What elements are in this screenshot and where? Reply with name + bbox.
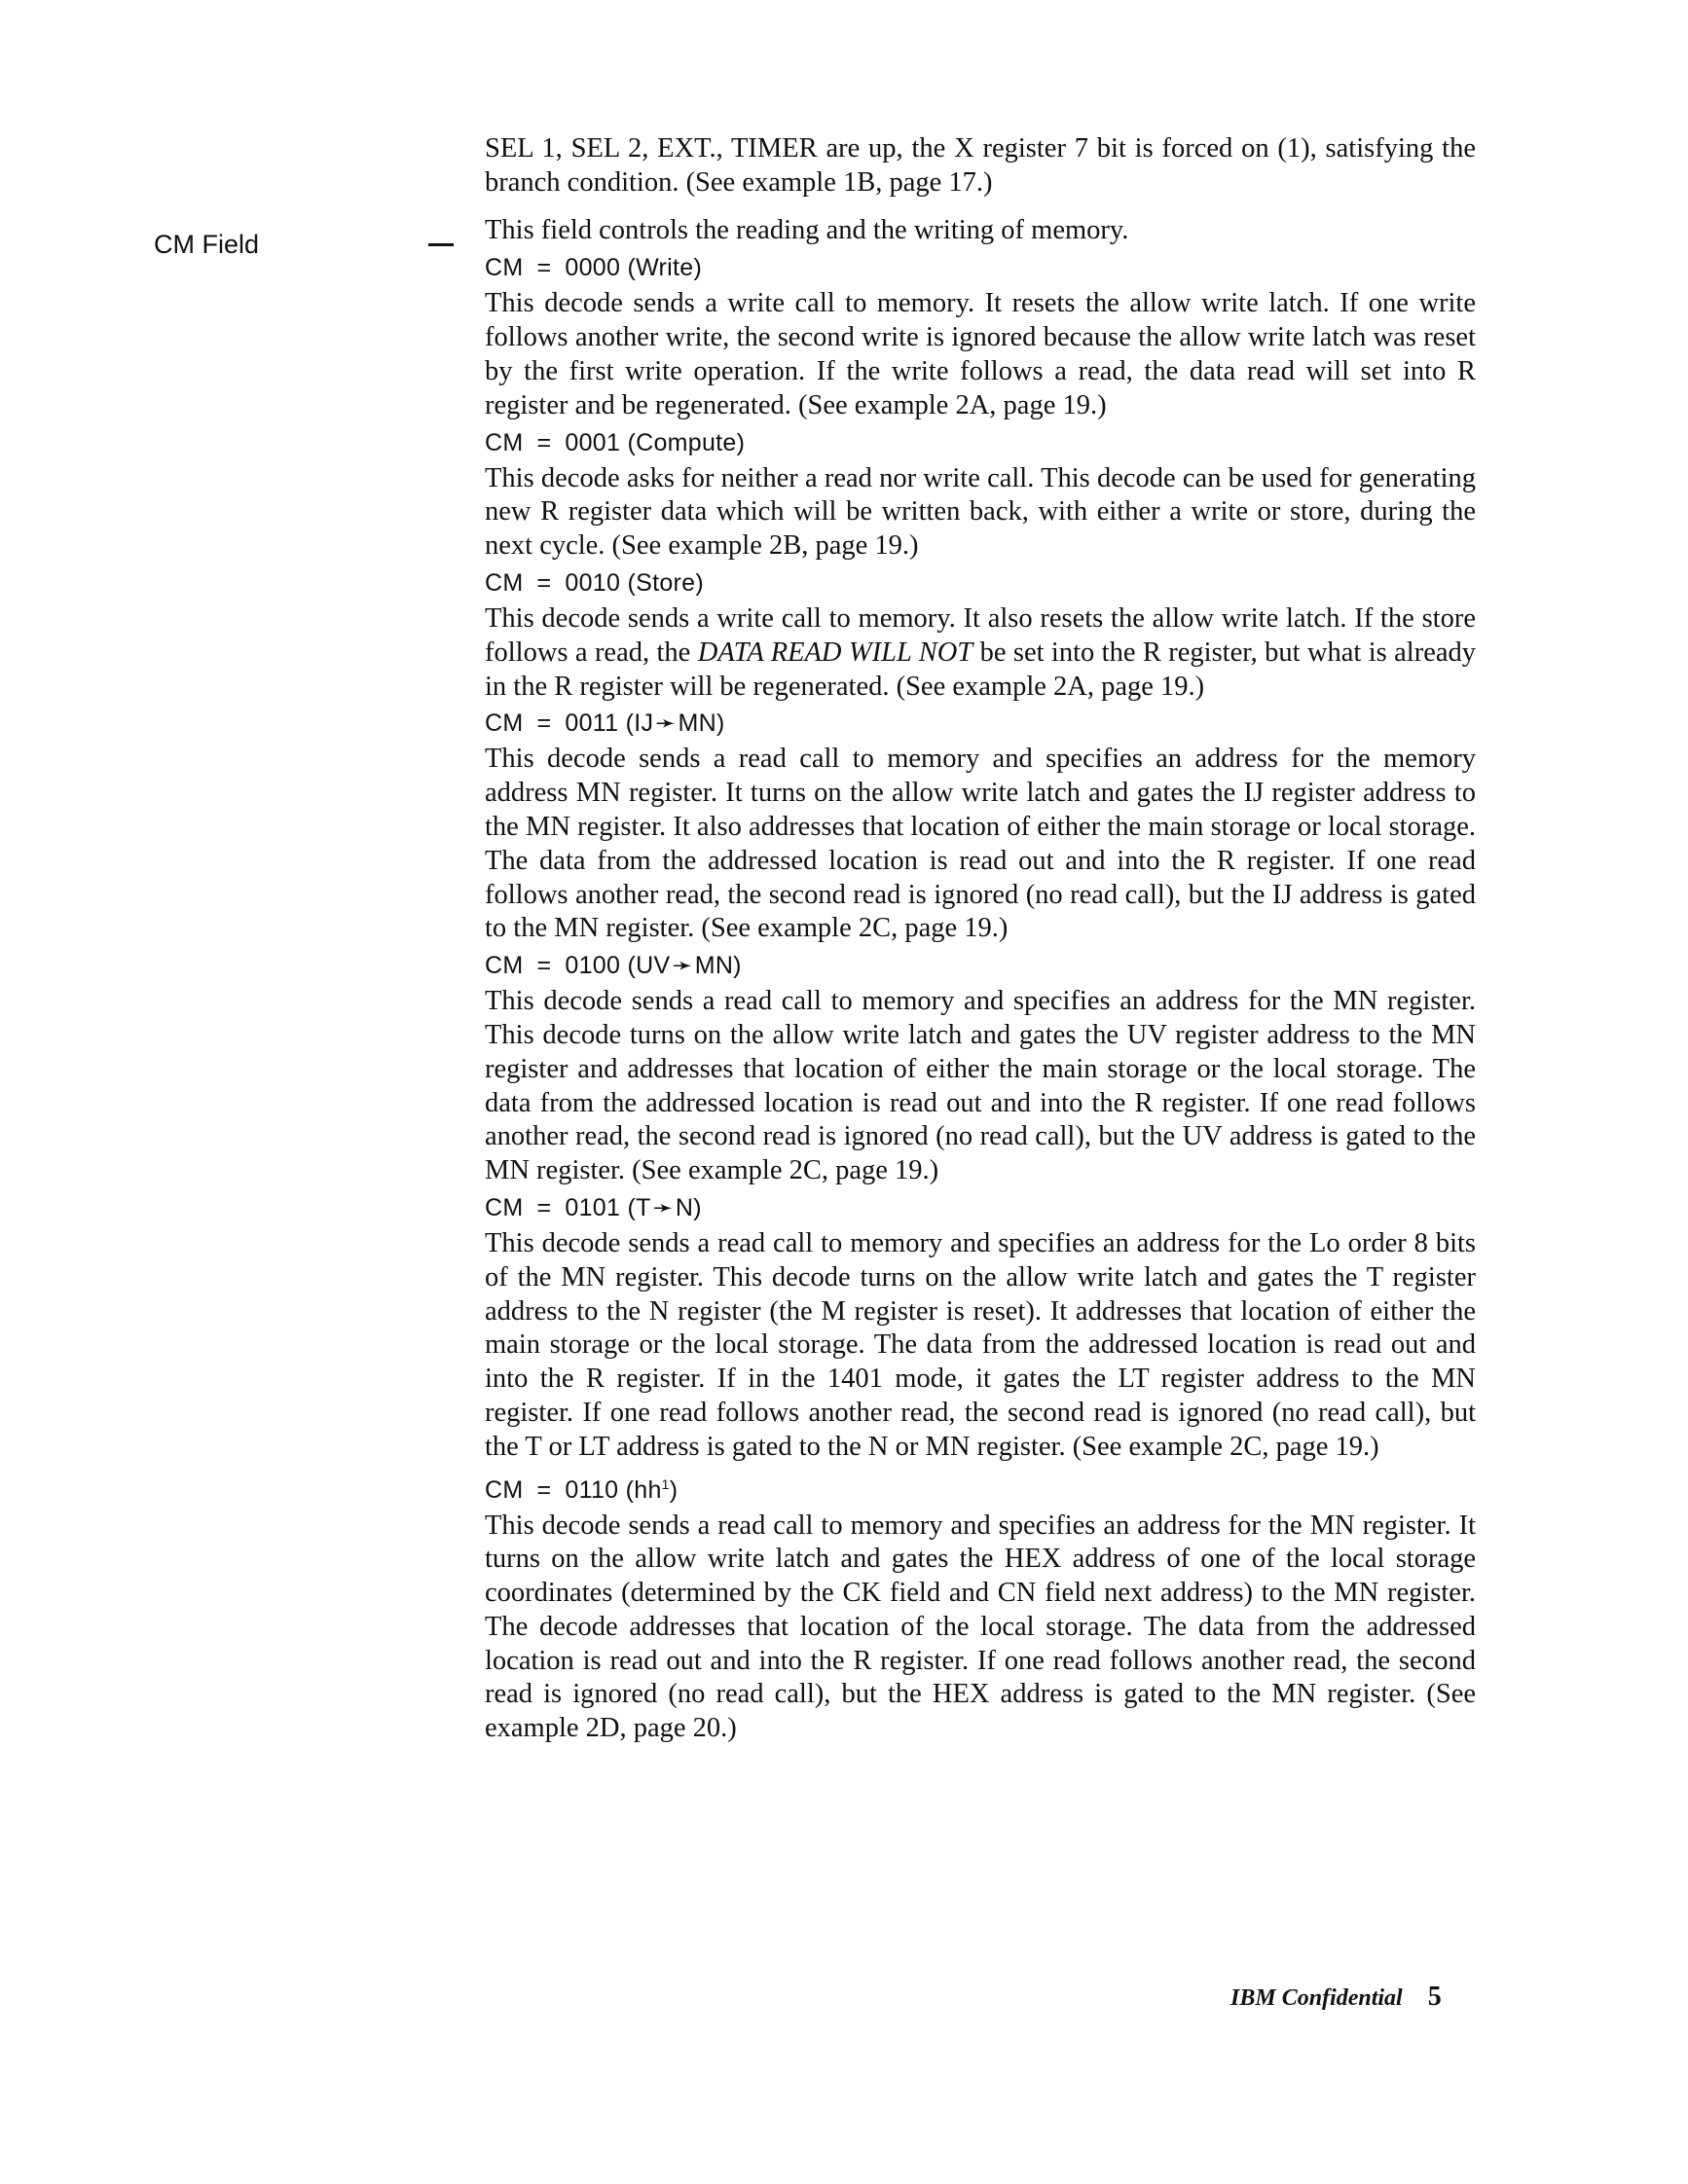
decode-label [626,1476,679,1504]
decode-prefix: CM [485,710,524,738]
decode-equals: = [536,1475,552,1504]
decode-heading [485,1190,1476,1225]
page-number: 5 [1427,1982,1442,2012]
decode-prefix: CM [485,428,524,456]
arrow-icon: ➛ [652,1193,674,1221]
decode-heading [485,706,1476,741]
decode-heading [485,425,1476,460]
decode-0110 [485,1467,1476,1747]
decode-label-from: (hh [625,1475,662,1504]
decode-heading [485,1467,1476,1508]
decode-code: 0000 [565,254,621,282]
decode-text-before: This decode sends a write call to memory. It also resets the allow write latch. If the store follows a read, the [485,602,1476,668]
decode-0011 [485,706,1476,946]
decode-label [627,952,741,979]
page-footer [1230,1982,1442,2013]
decode-heading [485,565,1476,601]
decode-label-to: MN) [694,952,742,980]
decode-description: This decode sends a read call to memory and specifies an address for the Lo order 8 bits of the MN register. This decode turns on the allow write latch and gates the T register address to the N register (the M register is reset). It addresses that location of either the main storage or the local storage. The data from the addressed location is read out and into the R register. If in the 1401 mode, it gates the LT register address to the MN register. If one read follows another read, the second read is ignored (no read call), but the T or LT address is gated to the N or MN register. (See example 2C, page 19.) [485,1227,1476,1462]
decode-description: This decode sends a read call to memory and specifies an address for the MN register. It turns on the allow write latch and gates the HEX address of one of the local storage coordinates (determined by the CK field and CN field next address) to the MN register. The decode addresses that location of the local storage. The data from the addressed location is read out and into the R register. If one read follows another read, the second read is ignored (no read call), but the HEX address is gated to the MN register. (See example 2D, page 20.) [485,1510,1476,1744]
decode-0101 [485,1190,1476,1465]
decode-label: (Compute) [627,428,746,456]
decode-description: This decode sends a read call to memory and specifies an address for the memory address MN register. It turns on the allow write latch and gates the IJ register address to the MN register. It also addresses that location of either the main storage or local storage. The data from the addressed location is read out and into the R register. If one read follows another read, the second read is ignored (no read call), but the IJ address is gated to the MN register. (See example 2C, page 19.) [485,744,1476,944]
decode-label-from: (IJ [625,710,654,738]
arrow-icon: ➛ [672,952,693,980]
decode-prefix: CM [485,952,524,980]
decode-label: (Store) [627,568,704,597]
decode-heading [485,948,1476,983]
side-label-cm-field: CM Field [154,230,260,259]
decode-label [626,710,725,737]
confidential-mark: IBM Confidential [1230,1985,1403,2011]
decode-equals: = [536,254,552,282]
decode-description: This decode sends a read call to memory and specifies an address for the MN register. This decode turns on the allow write latch and gates the UV register address to the MN register and addresses that location of either the main storage or the local storage. The data from the addressed location is read out and into the R register. If one read follows another read, the second read is ignored (no read call), but the UV address is gated to the MN register. (See example 2C, page 19.) [485,986,1476,1186]
decode-equals: = [536,952,552,980]
decode-equals: = [536,710,552,738]
decode-code: 0001 [565,428,621,456]
decode-text-after: be set into the R register, but what is already in the R register will be regenerated. (See example 2A, page 19.) [485,637,1477,702]
decode-prefix: CM [485,1193,524,1221]
lead-paragraph: This field controls the reading and the writing of memory. [485,214,1129,245]
decode-code: 0010 [565,568,621,597]
intro-continuation: SEL 1, SEL 2, EXT., TIMER are up, the X register 7 bit is forced on (1), satisfying the branch condition. (See example 1B, page 17.) [485,133,1476,198]
decode-label-from: (UV [627,952,671,980]
decode-label-from: (T [627,1193,651,1221]
decode-0001 [485,425,1476,564]
decode-label-to: ) [669,1475,679,1504]
decode-code: 0100 [565,952,621,980]
decode-prefix: CM [485,1475,524,1504]
decode-text-emphasis: DATA READ WILL NOT [697,637,973,668]
decode-prefix: CM [485,254,524,282]
decode-equals: = [536,568,552,597]
decode-prefix: CM [485,568,524,597]
decode-description: This decode asks for neither a read nor write call. This decode can be used for generating new R register data which will be written back, with either a write or store, during the next cycle. (See example 2B, page 19.) [485,462,1476,562]
decode-equals: = [536,428,552,456]
decode-heading [485,250,1476,285]
decode-description [485,602,1476,704]
decode-0000 [485,250,1476,422]
em-dash [428,243,454,246]
arrow-icon: ➛ [655,710,677,738]
decode-label-to: MN) [678,710,725,738]
body-column [485,132,1476,1746]
decode-label-superscript: 1 [661,1475,670,1492]
decode-code: 0101 [565,1193,621,1221]
decode-label-to: N) [675,1193,702,1221]
decode-code: 0110 [565,1475,619,1504]
decode-equals: = [536,1193,552,1221]
decode-0100 [485,948,1476,1188]
decode-code: 0011 [565,710,619,738]
decode-label: (Write) [627,254,703,282]
decode-description: This decode sends a write call to memory. It resets the allow write latch. If one write follows another write, the second write is ignored because the allow write latch was reset by the first write operation. If the write follows a read, the data read will set into R register and be regenerated. (See example 2A, page 19.) [485,288,1476,420]
decode-label [627,1194,701,1221]
decode-0010 [485,565,1476,704]
